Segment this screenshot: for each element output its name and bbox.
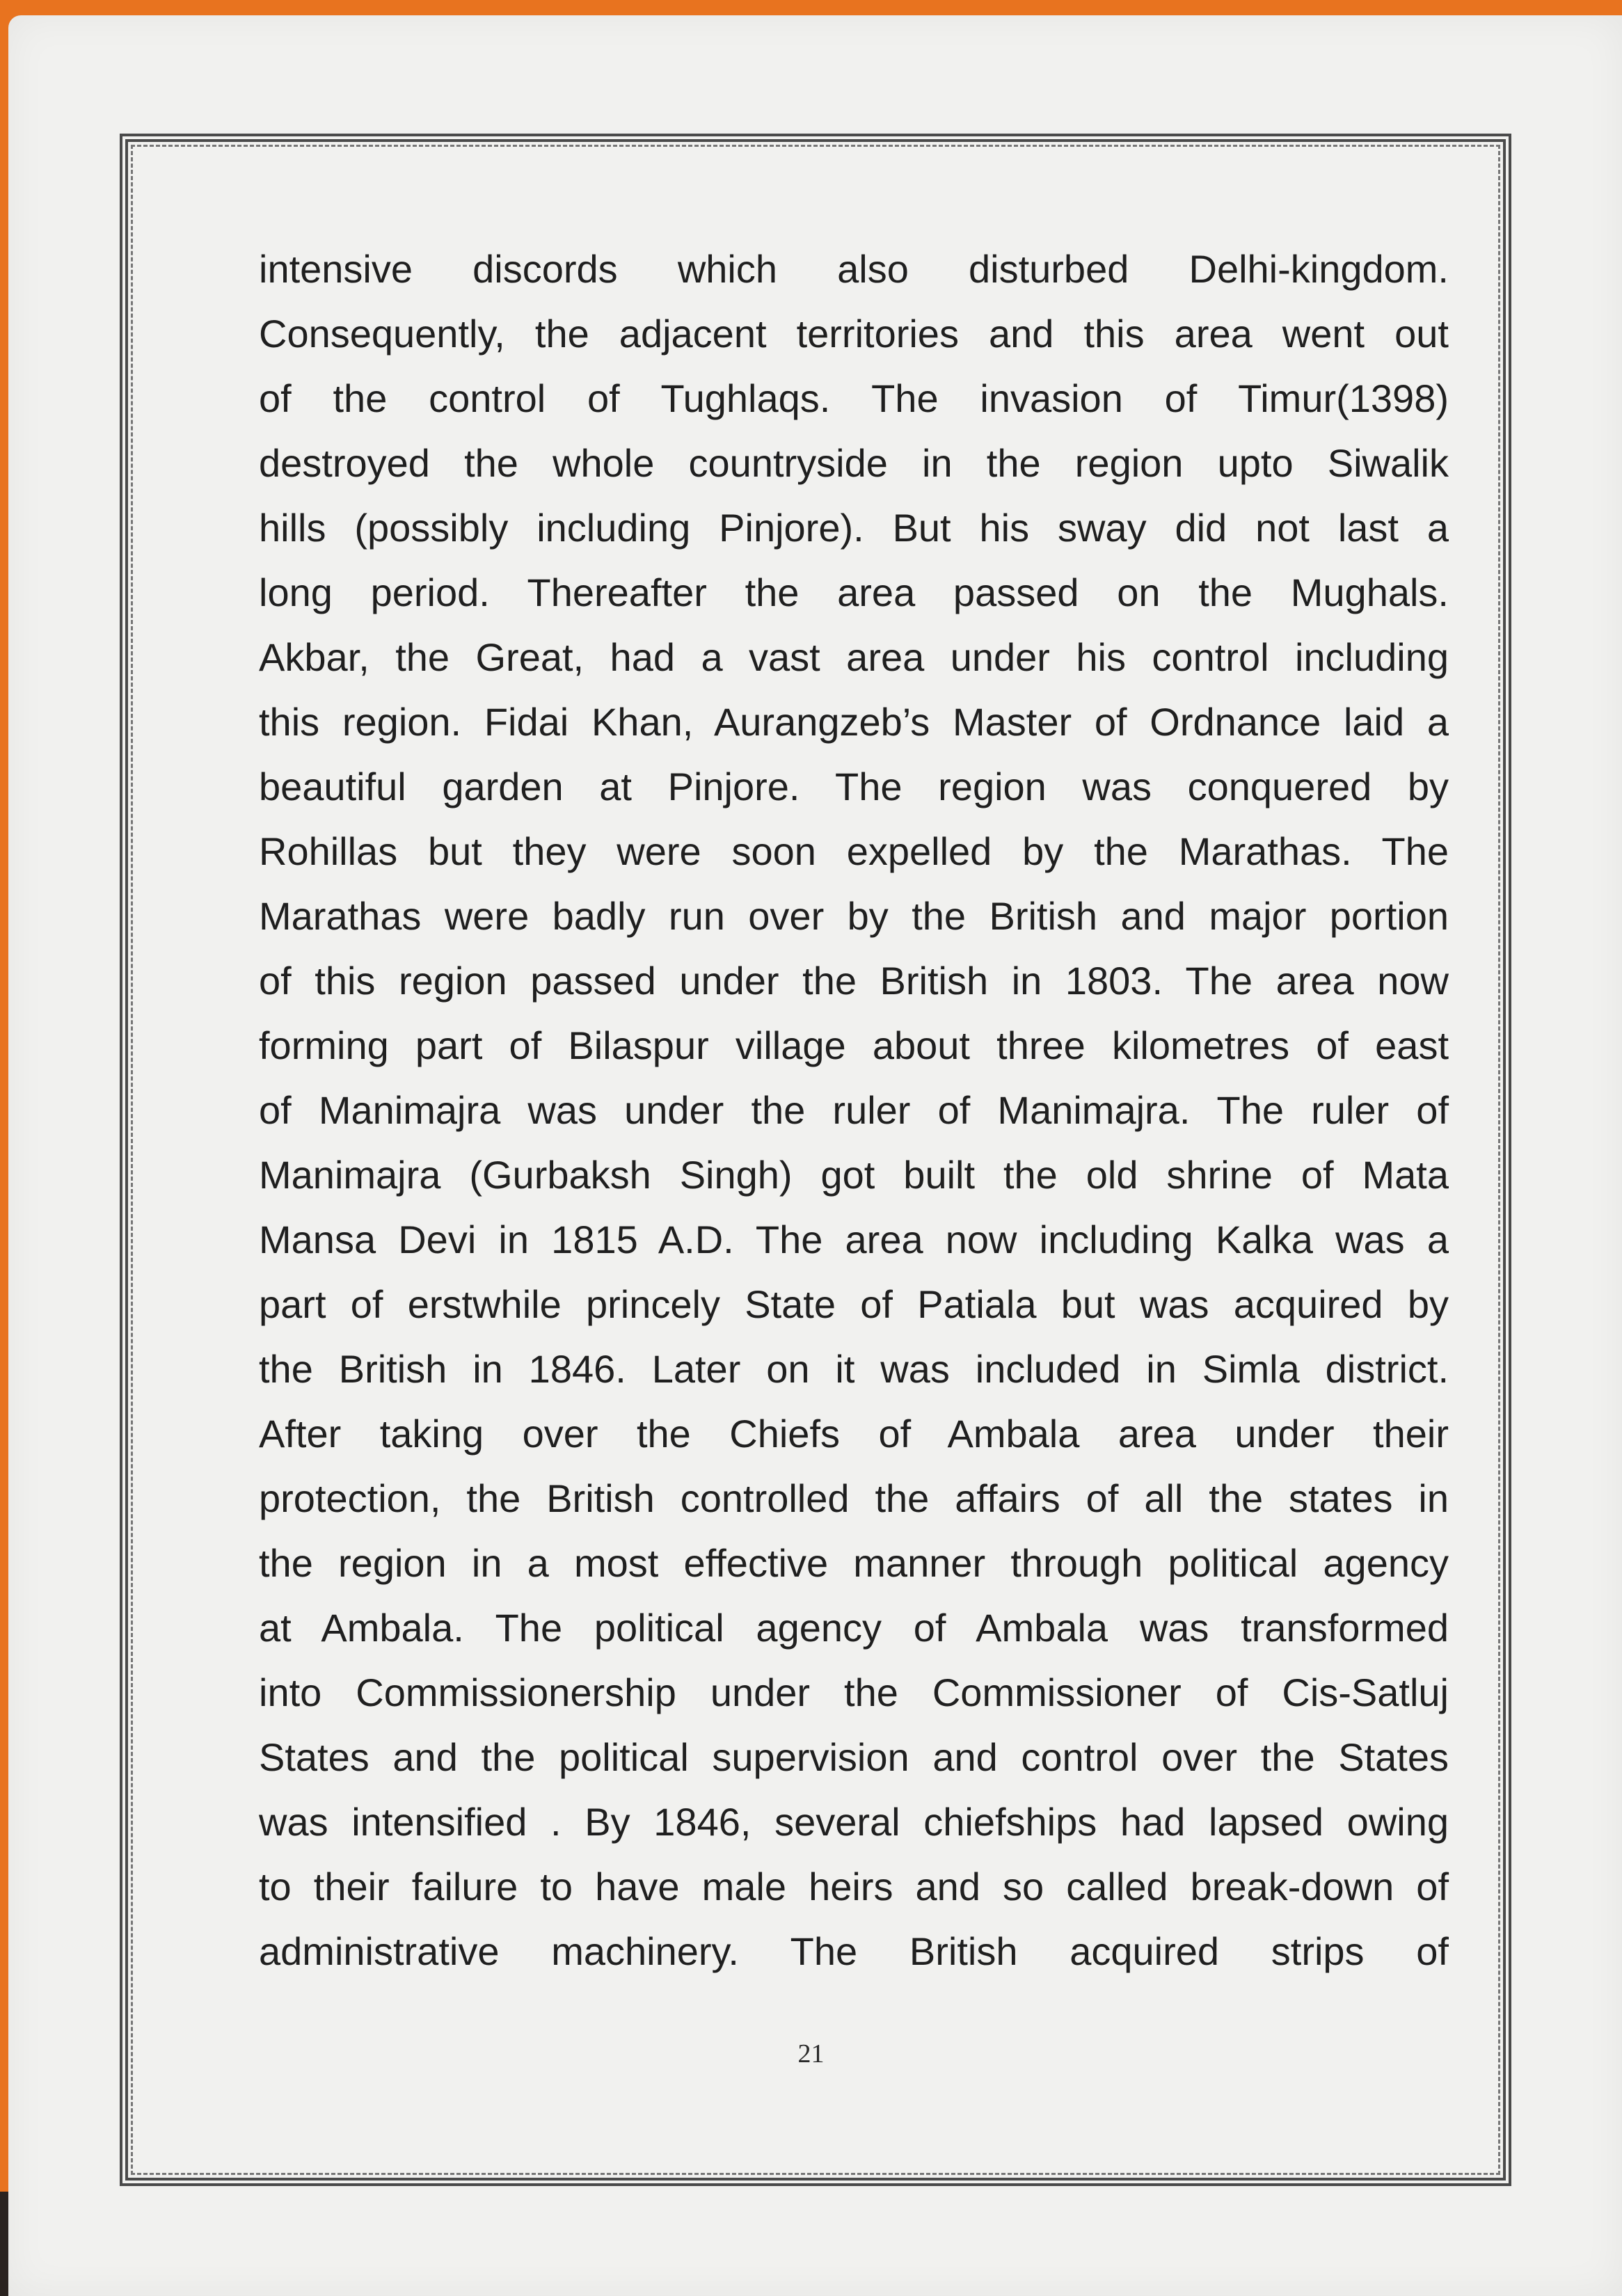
text-line: this region. Fidai Khan, Aurangzeb’s Master of Ordnance laid a — [259, 700, 1449, 744]
text-line: was intensified . By 1846, several chiefships had lapsed owing — [259, 1800, 1449, 1844]
text-line: beautiful garden at Pinjore. The region was conquered by — [259, 765, 1449, 808]
text-line: protection, the British controlled the affairs of all the states in — [259, 1476, 1449, 1520]
text-line: the British in 1846. Later on it was included in Simla district. — [259, 1347, 1449, 1391]
body-text — [259, 237, 1449, 1984]
text-line: destroyed the whole countryside in the region upto Siwalik — [259, 441, 1449, 485]
text-line: administrative machinery. The British acquired strips of — [259, 1929, 1449, 1973]
text-line: of this region passed under the British in 1803. The area now — [259, 959, 1449, 1003]
text-line: After taking over the Chiefs of Ambala area under their — [259, 1412, 1449, 1456]
text-line: of the control of Tughlaqs. The invasion of Timur(1398) — [259, 376, 1449, 420]
text-line: to their failure to have male heirs and so called break-down of — [259, 1865, 1449, 1908]
text-line: at Ambala. The political agency of Ambala was transformed — [259, 1606, 1449, 1650]
text-line: Akbar, the Great, had a vast area under his control including — [259, 635, 1449, 679]
text-line: Marathas were badly run over by the British and major portion — [259, 894, 1449, 938]
text-line: States and the political supervision and control over the States — [259, 1735, 1449, 1779]
text-line: hills (possibly including Pinjore). But his sway did not last a — [259, 506, 1449, 550]
page-number: 21 — [797, 2039, 825, 2068]
text-line: forming part of Bilaspur village about three kilometres of east — [259, 1023, 1449, 1067]
text-line: Mansa Devi in 1815 A.D. The area now including Kalka was a — [259, 1218, 1449, 1261]
text-line: Rohillas but they were soon expelled by the Marathas. The — [259, 829, 1449, 873]
text-line: part of erstwhile princely State of Patiala but was acquired by — [259, 1282, 1449, 1326]
text-line: Consequently, the adjacent territories and this area went out — [259, 312, 1449, 356]
text-line: intensive discords which also disturbed Delhi-kingdom. — [259, 247, 1449, 291]
text-line: into Commissionership under the Commissioner of Cis-Satluj — [259, 1671, 1449, 1714]
text-line: long period. Thereafter the area passed on the Mughals. — [259, 571, 1449, 614]
text-line: Manimajra (Gurbaksh Singh) got built the old shrine of Mata — [259, 1153, 1449, 1197]
text-line: of Manimajra was under the ruler of Manimajra. The ruler of — [259, 1088, 1449, 1132]
text-line: the region in a most effective manner through political agency — [259, 1541, 1449, 1585]
